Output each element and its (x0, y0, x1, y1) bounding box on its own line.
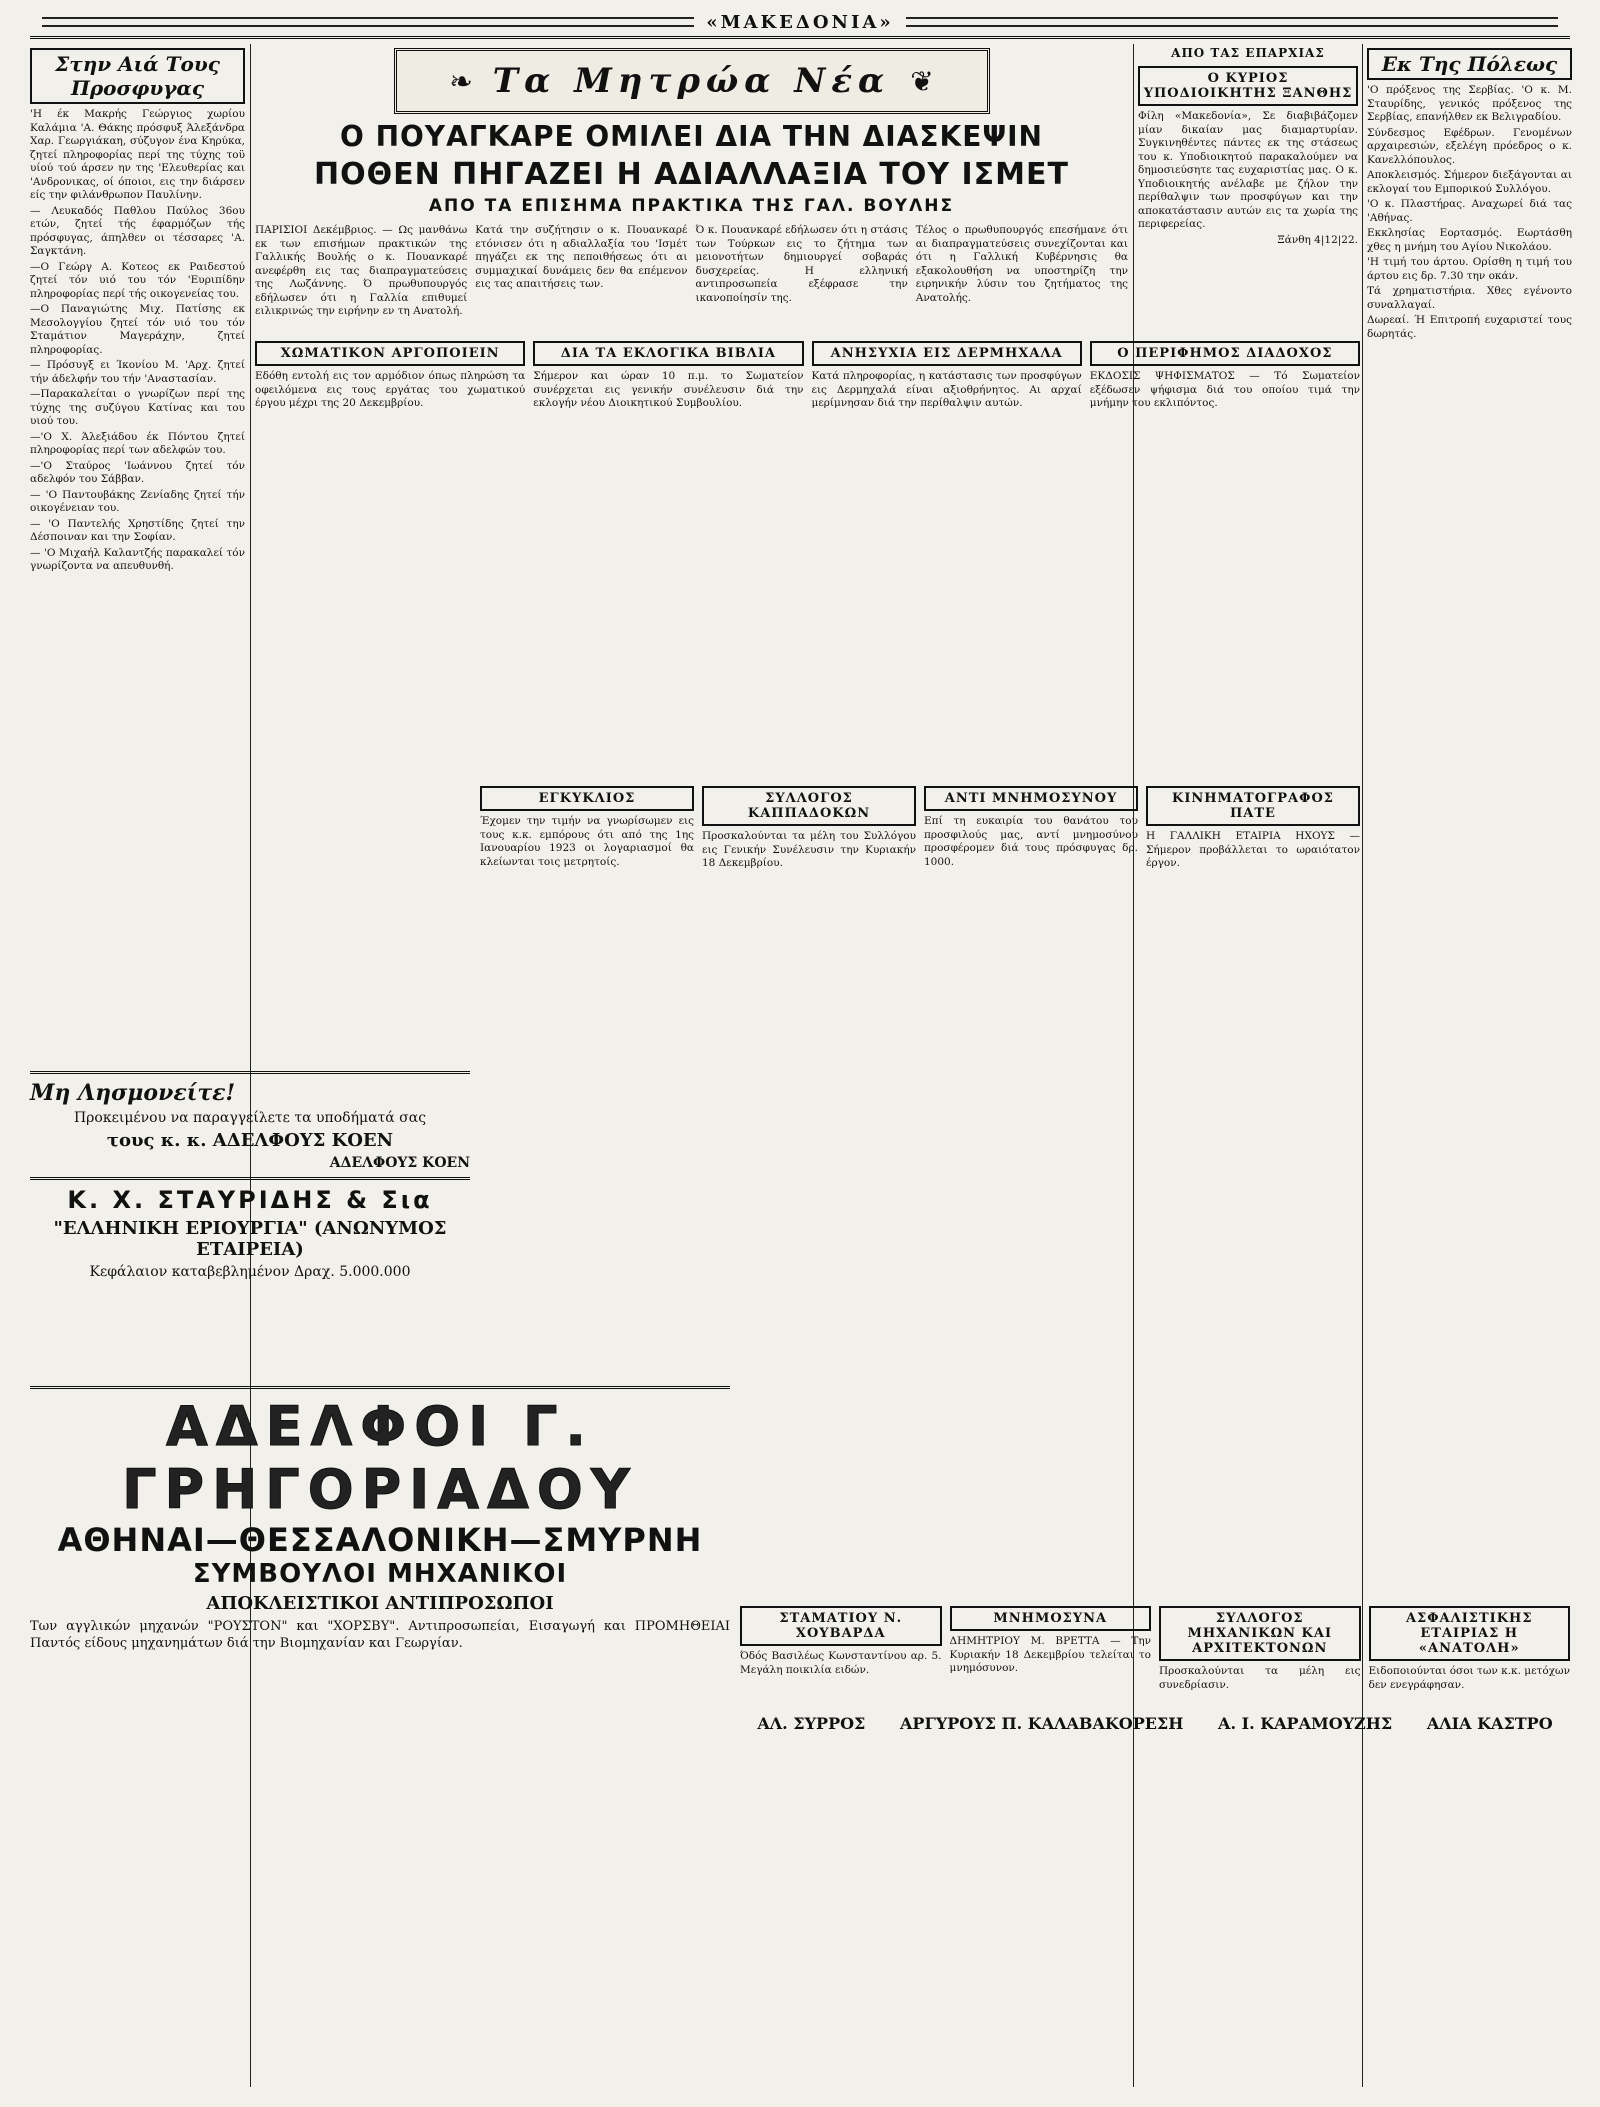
greg-role: ΣΥΜΒΟΥΛΟΙ ΜΗΧΑΝΙΚΟΙ (192, 1559, 568, 1589)
bottom-ad (1369, 1600, 1571, 1694)
city-item: Τά χρηματιστήρια. Χθες εγένοντο συναλλαγαί. (1367, 285, 1572, 311)
refugee-notice: —'Ο Χ. Άλεξιάδου έκ Πόντου ζητεί πληροφορίας περί των αδελφών του. (30, 430, 245, 456)
banner-title: Τα Μητρώα Νέα (492, 61, 891, 101)
provinces-signature: Ξάνθη 4|12|22. (1277, 233, 1358, 246)
bottom-ad (950, 1600, 1152, 1694)
bottom-ads-row (740, 1600, 1570, 1694)
refugee-notice: — Λευκαδός Παθλου Παύλος 36ου ετών, ζητεί τής έφαρμόζων τής πρόσφυγας, άπηλθεν οι τέσσαρες 'Α. Σαγκτάνη. (30, 204, 245, 257)
city-item: Εκκλησίας Εορτασμός. Εωρτάσθη χθες η μνήμη του Αγίου Νικολάου. (1367, 227, 1572, 253)
mid-row-articles (255, 335, 1360, 413)
masthead-rule-left (42, 17, 694, 27)
bottom-ad-text: Προσκαλούνται τα μέλη εις συνεδρίασιν. (1159, 1665, 1361, 1691)
headline-3: ΑΠΟ ΤΑ ΕΠΙΣΗΜΑ ΠΡΑΚΤΙΚΑ ΤΗΣ ΓΑΛ. ΒΟΥΛΗΣ (428, 196, 955, 216)
bottom-ad-heading: ΑΣΦΑΛΙΣΤΙΚΗΣ ΕΤΑΙΡΙΑΣ Η «ΑΝΑΤΟΛΗ» (1369, 1606, 1571, 1661)
bottom-ad-text: Όδός Βασιλέως Κωνσταντίνου αρ. 5. Μεγάλη ποικιλία ειδών. (740, 1650, 942, 1676)
lower-article-text: Προσκαλούνται τα μέλη του Συλλόγου εις Γενικήν Συνέλευσιν την Κυριακήν 18 Δεκεμβρίου. (702, 830, 916, 869)
city-item: 'Ο κ. Πλαστήρας. Αναχωρεί διά τας 'Αθήνας. (1367, 198, 1572, 224)
bottom-ad-text: ΔΗΜΗΤΡΙΟΥ Μ. ΒΡΕΤΤΑ — Την Κυριακήν 18 Δεκεμβρίου τελείται το μνημόσυνον. (949, 1635, 1151, 1674)
city-item: 'Η τιμή του άρτου. Ορίσθη η τιμή του άρτου εις δρ. 7.30 την οκάν. (1367, 256, 1572, 282)
bottom-ad-heading: ΣΤΑΜΑΤΙΟΥ Ν. ΧΟΥΒΑΡΔΑ (740, 1606, 942, 1646)
lower-center-articles (480, 780, 1360, 873)
bottom-ad (740, 1600, 942, 1694)
bottom-ads (740, 1600, 1570, 2080)
refugees-heading: Στην Αιά Τους Προσφυγας (30, 48, 245, 104)
banner (394, 48, 990, 114)
masthead-title: «ΜΑΚΕΔΟΝΙΑ» (706, 11, 894, 33)
greg-sub: ΑΠΟΚΛΕΙΣΤΙΚΟΙ ΑΝΤΙΠΡΟΣΩΠΟΙ (206, 1593, 554, 1614)
city-item: Σύνδεσμος Εφέδρων. Γενομένων αρχαιρεσιών, εξελέγη πρόεδρος ο κ. Κανελλόπουλος. (1367, 126, 1572, 166)
masthead-rule-right (906, 17, 1558, 27)
greg-cities: ΑΘΗΝΑΙ—ΘΕΣΣΑΛΟΝΙΚΗ—ΣΜΥΡΝΗ (57, 1521, 703, 1559)
mid-article-heading: Ο ΠΕΡΙΦΗΜΟΣ ΔΙΑΔΟΧΟΣ (1090, 341, 1360, 366)
headline-1: Ο ΠΟΥΑΓΚΑΡΕ ΟΜΙΛΕΙ ΔΙΑ ΤΗΝ ΔΙΑΣΚΕΨΙΝ (340, 120, 1043, 153)
mid-article-text: Εδόθη εντολή εις τον αρμόδιον όπως πληρώση τα οφειλόμενα εις τους εργάτας του χωματικού έργου μέχρι της 20 Δεκεμβρίου. (255, 370, 526, 409)
mid-article-heading: ΑΝΗΣΥΧΙΑ ΕΙΣ ΔΕΡΜΗΧΑΛΑ (812, 341, 1082, 366)
mid-article-heading: ΔΙΑ ΤΑ ΕΚΛΟΓΙΚΑ ΒΙΒΛΙΑ (533, 341, 803, 366)
name-argyrou: ΑΡΓΥΡΟΥΣ Π. ΚΑΛΑΒΑΚΟΡΕΣΗ (900, 1714, 1184, 1733)
stavridis-name: Κ. Χ. ΣΤΑΥΡΙΔΗΣ & Σια (67, 1186, 433, 1214)
lower-article-heading: ΑΝΤΙ ΜΝΗΜΟΣΥΝΟΥ (924, 786, 1138, 811)
center-top-section (255, 44, 1128, 324)
article-column: ΠΑΡΙΣΙΟΙ Δεκέμβριος. — Ως μανθάνω εκ των επισήμων πρακτικών της Γαλλικής Βουλής ο κ. Πουανκαρέ ανεφέρθη εις τας διαπραγματεύσεις της Λωζάννης. Ό πρωθυπουργός εδήλωσεν ότι η Γαλλία επιθυμεί ειλικρινώς την ειρήνην εν τη Ανατολή. (255, 224, 468, 317)
article-column: Τέλος ο πρωθυπουργός επεσήμανε ότι αι διαπραγματεύσεις συνεχίζονται και ότι η Γαλλική Κυβέρνησις θα εξακολουθήση να υποστηρίζη την ειρηνικήν λύσιν του ζητήματος της Ανατολής. (915, 224, 1128, 304)
masthead (30, 8, 1570, 39)
bottom-ad-text: Ειδοποιούνται όσοι των κ.κ. μετόχων δεν ενεγράφησαν. (1368, 1665, 1570, 1691)
lower-article (1146, 780, 1360, 873)
lower-article-heading: ΚΙΝΗΜΑΤΟΓΡΑΦΟΣ ΠΑΤΕ (1146, 786, 1360, 826)
article-column: Ό κ. Πουανκαρέ εδήλωσεν ότι η στάσις των Τούρκων εις το ζήτημα των μειονοτήτων δημιουργεί σοβαράς δυσχερείας. Η ελληνική αντιπροσωπεία εξέφρασε την ικανοποίησίν της. (695, 224, 908, 304)
city-heading: Εκ Της Πόλεως (1367, 48, 1572, 80)
mid-article (533, 335, 803, 413)
refugee-notice: —Παρακαλείται ο γνωρίζων περί της τύχης της συζύγου Κατίνας και του υιού του. (30, 388, 245, 427)
lower-article-heading: ΕΓΚΥΚΛΙΟΣ (480, 786, 694, 811)
headline-2: ΠΟΘΕΝ ΠΗΓΑΖΕΙ Η ΑΔΙΑΛΛΑΞΙΑ ΤΟΥ ΙΣΜΕΤ (314, 157, 1069, 192)
refugee-notice: —Ο Γεώργ Α. Κοτεος εκ Ραιδεστού ζητεί τόν υιό του τόν 'Ευριπίδην πληροφορίας περί τής οικογενείας του. (30, 260, 245, 300)
city-column (1367, 44, 1572, 1044)
lower-article-text: Έχομεν την τιμήν να γνωρίσωμεν εις τους κ.κ. εμπόρους ότι από της 1ης Ιανουαρίου 1923 οι λογαριασμοί θα κλείωνται τοις μετρητοίς. (480, 815, 694, 868)
mid-article-text: Κατά πληροφορίας, η κατάστασις των προσφύγων εις Δερμηχαλά είναι αξιοθρήνητος. Αι αρχαί μερίμνησαν διά την περίθαλψιν αυτών. (811, 370, 1082, 409)
gregoriadou-ad (30, 1380, 730, 1654)
refugee-notice: —Ο Παναγιώτης Μιχ. Πατίσης εκ Μεσολογγίου ζητεί τόν υιό του τόν Σταμάτιον Μαγεράχην, ζητεί πληροφορίας. (30, 303, 245, 356)
refugee-notice: — Πρόσυγξ ει Ίκονίου Μ. 'Αρχ. ζητεί τήν άδελφήν του τήν 'Αναστασίαν. (30, 359, 245, 385)
provinces-column (1138, 44, 1358, 249)
refugee-notice: — 'Ο Παντουβάκης Ζενίαδης ζητεί τήν οικογένειαν του. (30, 488, 245, 514)
lower-article-heading: ΣΥΛΛΟΓΟΣ ΚΑΠΠΑΔΟΚΩΝ (702, 786, 916, 826)
fish-ornament-icon: ❧ (449, 64, 473, 98)
bottom-ad (1159, 1600, 1361, 1694)
refugee-notice: — 'Ο Παντελής Χρηστίδης ζητεί την Δέσποιναν και την Σοφίαν. (30, 517, 245, 543)
lower-center (480, 780, 1360, 1380)
mid-row (255, 335, 1360, 755)
divider (30, 1177, 470, 1180)
provinces-heading: Ο ΚΥΡΙΟΣ ΥΠΟΔΙΟΙΚΗΤΗΣ ΞΑΝΘΗΣ (1138, 66, 1358, 106)
koen-signature: ΑΔΕΛΦΟΥΣ ΚΟΕΝ (329, 1155, 470, 1171)
lower-article (480, 780, 694, 873)
mid-article-text: Σήμερον και ώραν 10 π.μ. το Σωματείον συνέρχεται εις γενικήν συνέλευσιν διά την εκλογήν νέου Διοικητικού Συμβουλίου. (533, 370, 804, 409)
mid-article (255, 335, 525, 413)
stavridis-company: "ΕΛΛΗΝΙΚΗ ΕΡΙΟΥΡΓΙΑ" (ΑΝΩΝΥΜΟΣ ΕΤΑΙΡΕΙΑ) (53, 1218, 447, 1260)
article-columns (255, 222, 1128, 321)
name-kastro: ΑΛΙΑ ΚΑΣΤΡΟ (1426, 1714, 1553, 1733)
name-syrros: ΑΛ. ΣΥΡΡΟΣ (757, 1714, 866, 1733)
refugee-notices (30, 108, 245, 574)
refugee-notice: —'Ο Σταύρος 'Ιωάννου ζητεί τόν αδελφόν του Σάββαν. (30, 459, 245, 485)
name-karamouzis: Α. Ι. ΚΑΡΑΜΟΥΖΗΣ (1218, 1714, 1393, 1733)
mid-article-text: ΕΚΔΟΣΙΣ ΨΗΦΙΣΜΑΤΟΣ — Τό Σωματείον εξέδωσεν ψήφισμα διά του οποίου τιμά την μνήμην του εκλιπόντος. (1089, 370, 1360, 409)
lower-article-text: Επί τη ευκαιρία του θανάτου του προσφιλούς μας, αντί μνημοσύνου προσφέρομεν διά τους πρόσφυγας δρ. 1000. (924, 815, 1138, 868)
mid-article (1090, 335, 1360, 413)
koen-line1: Προκειμένου να παραγγείλετε τα υποδήματά σας (73, 1110, 427, 1126)
article-column: Κατά την συζήτησιν ο κ. Πουανκαρέ ετόνισεν ότι η αδιαλλαξία του 'Ισμέτ πηγάζει εκ της πεποιθήσεως ότι αι συμμαχικαί δυνάμεις δεν θα επέμενον εις τας απαιτήσεις των. (475, 224, 688, 290)
koen-ad (30, 1065, 470, 1284)
refugee-notice: 'Η έκ Μακρής Γεώργιος χωρίου Καλάμια 'Α. Θάκης πρόσφυξ Άλεξάνδρα Χαρ. Γεωργιάκαη, σύζυγον ένα Κηρύκα, ζητεί πληροφορίας περί της τύχης τοϋ υίού τού άρσεν ην της 'Ελευθερίας και 'Ανδρονικας, οί όποιοι, εις την διάρσεν είς την φιλάνθρωπον Παυλίνην. (30, 108, 245, 201)
mid-article (812, 335, 1082, 413)
fish-ornament-icon: ❦ (910, 64, 934, 98)
lower-article (702, 780, 916, 873)
bottom-names (740, 1714, 1570, 1733)
section-label: ΑΠΟ ΤΑΣ ΕΠΑΡΧΙΑΣ (1171, 46, 1325, 60)
bottom-ad-heading: ΣΥΛΛΟΓΟΣ ΜΗΧΑΝΙΚΩΝ ΚΑΙ ΑΡΧΙΤΕΚΤΟΝΩΝ (1159, 1606, 1361, 1661)
refugee-notice: — 'Ο Μιχαήλ Καλαντζής παρακαλεί τόν γνωρίζοντα να απευθυνθή. (30, 546, 245, 572)
city-item: Δωρεαί. Ή Επιτροπή ευχαριστεί τους δωρητάς. (1367, 314, 1572, 340)
city-item: Αποκλεισμός. Σήμερον διεξάγονται αι εκλογαί του Εμπορικού Συλλόγου. (1367, 169, 1572, 195)
city-items (1367, 84, 1572, 341)
greg-title: ΑΔΕΛΦΟΙ Γ. ΓΡΗΓΟΡΙΑΔΟΥ (122, 1395, 638, 1521)
stavridis-capital: Κεφάλαιον καταβεβλημένον Δραχ. 5.000.000 (89, 1264, 411, 1280)
greg-text: Των αγγλικών μηχανών "ΡΟΥΣΤΟΝ" και "ΧΟΡΣΒΥ". Αντιπροσωπείαι, Εισαγωγή και ΠΡΟΜΗΘΕΙΑΙ Παντός είδους μηχανημάτων διά την Βιομηχανίαν και Γεωργίαν. (30, 1619, 730, 1651)
provinces-text: Φίλη «Μακεδονία», Σε διαβιβάζομεν μίαν δικαίαν μας διαμαρτυρίαν. Συγκινηθέντες πάντες εκ της στάσεως του κ. Υποδιοικητού παρακαλούμεν να δημοσιεύσητε τας ευχαριστίας μας. Ο κ. Υποδιοικητής ανέλαβε με ζήλον την περίθαλψιν των προσφύγων και την αποκατάστασιν αυτών εις τα χωρία της περιφερείας. (1138, 110, 1358, 230)
lower-article-text: Η ΓΑΛΛΙΚΗ ΕΤΑΙΡΙΑ ΗΧΟΥΣ — Σήμερον προβάλλεται το ωραιότατον έργον. (1146, 830, 1360, 869)
lower-article (924, 780, 1138, 873)
divider (30, 1386, 730, 1389)
city-item: 'Ο πρόξενος της Σερβίας. 'Ο κ. Μ. Σταυρίδης, γενικός πρόξενος της Σερβίας, επανήλθεν εκ Βελιγραδίου. (1367, 84, 1572, 123)
bottom-ad-heading: ΜΝΗΜΟΣΥΝΑ (950, 1606, 1152, 1631)
koen-headline: Μη Λησμονείτε! (30, 1080, 236, 1106)
mid-article-heading: ΧΩΜΑΤΙΚΟΝ ΑΡΓΟΠΟΙΕΙΝ (255, 341, 525, 366)
koen-line2: τους κ. κ. ΑΔΕΛΦΟΥΣ ΚΟΕΝ (106, 1130, 394, 1151)
divider (30, 1071, 470, 1074)
